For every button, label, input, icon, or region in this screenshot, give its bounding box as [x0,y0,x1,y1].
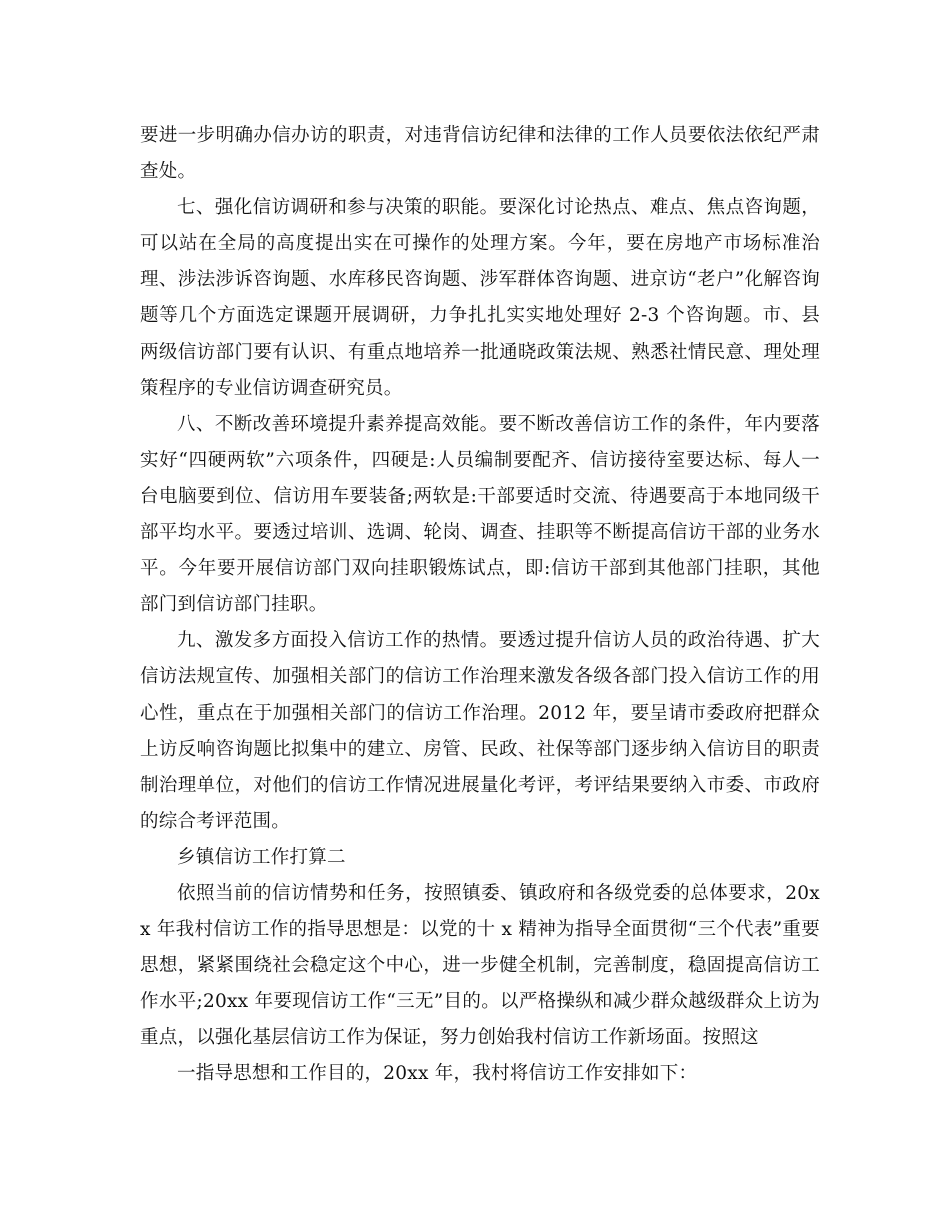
paragraph-section-7: 七、强化信访调研和参与决策的职能。要深化讨论热点、难点、焦点咨询题，可以站在全局的高度提出实在可操作的处理方案。今年，要在房地产市场标准治理、涉法涉诉咨询题、水库移民咨询题、涉军群体咨询题、进京访“老户”化解咨询题等几个方面选定课题开展调研，力争扎扎实实地处理好 2-3 个咨询题。市、县两级信访部门要有认识、有重点地培养一批通晓政策法规、熟悉社情民意、理处理策程序的专业信访调查研究员。 [140,197,820,399]
document-body [140,118,820,1093]
paragraph-continuation: 要进一步明确办信办访的职责，对违背信访纪律和法律的工作人员要依法依纪严肃查处。 [140,125,820,183]
paragraph-guiding-ideology: 依照当前的信访情势和任务，按照镇委、镇政府和各级党委的总体要求，20xx 年我村信访工作的指导思想是：以党的十 x 精神为指导全面贯彻“三个代表”重要思想，紧紧围绕社会稳定这个中心，进一步健全机制，完善制度，稳固提高信访工作水平;20xx 年要现信访工作“三无”目的。以严格操纵和减少群众越级群众上访为重点，以强化基层信访工作为保证，努力创始我村信访工作新场面。按照这 [140,882,820,1049]
paragraph-section-8: 八、不断改善环境提升素养提高效能。要不断改善信访工作的条件，年内要落实好“四硬两软”六项条件，四硬是:人员编制要配齐、信访接待室要达标、每人一台电脑要到位、信访用车要装备;两软是:干部要适时交流、待遇要高于本地同级干部平均水平。要透过培训、选调、轮岗、调查、挂职等不断提高信访干部的业务水平。今年要开展信访部门双向挂职锻炼试点，即:信访干部到其他部门挂职，其他部门到信访部门挂职。 [140,413,820,616]
paragraph-work-arrangement: 一指导思想和工作目的，20xx 年，我村将信访工作安排如下： [177,1063,698,1085]
paragraph-section-9: 九、激发多方面投入信访工作的热情。要透过提升信访人员的政治待遇、扩大信访法规宣传、加强相关部门的信访工作治理来激发各级各部门投入信访工作的用心性，重点在于加强相关部门的信访工作治理。2012 年，要呈请市委政府把群众上访反响咨询题比拟集中的建立、房管、民政、社保等部门逐步纳入信访目的职责制治理单位，对他们的信访工作情况进展量化考评，考评结果要纳入市委、市政府的综合考评范围。 [140,630,820,832]
section-heading-plan-two: 乡镇信访工作打算二 [177,846,346,868]
